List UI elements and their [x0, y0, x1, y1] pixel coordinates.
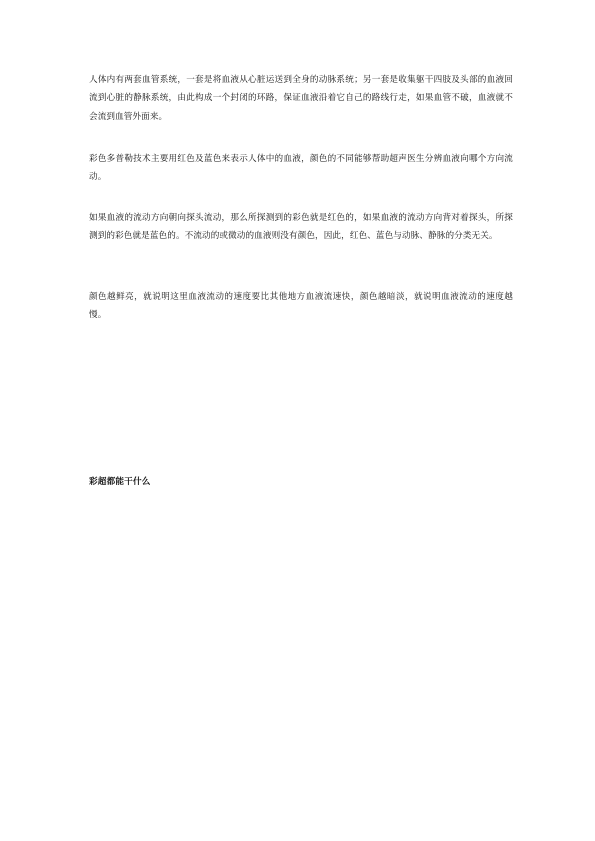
- paragraph-flow-direction-colors: 如果血液的流动方向朝向探头流动，那么所探测到的彩色就是红色的，如果血液的流动方向背对着探头，所探测到的彩色就是蓝色的。不流动的或微动的血液则没有颜色，因此，红色、蓝色与动脉、静脉的分类无关。: [89, 213, 513, 242]
- paragraph-blood-vessel-systems: 人体内有两套血管系统，一套是将血液从心脏运送到全身的动脉系统；另一套是收集躯干四肢及头部的血液回流到心脏的静脉系统，由此构成一个封闭的环路，保证血液沿着它自己的路线行走，如果血管不破，血液就不会流到血管外面来。: [89, 75, 513, 122]
- paragraph-color-brightness-speed: 颜色越鲜亮，就说明这里血液流动的速度要比其他地方血液流速快，颜色越暗淡，就说明血液流动的速度越慢。: [89, 292, 513, 321]
- paragraph-color-doppler-intro: 彩色多普勒技术主要用红色及蓝色来表示人体中的血液，颜色的不同能够帮助超声医生分辨血液向哪个方向流动。: [89, 154, 513, 183]
- section-heading: 彩超都能干什么: [89, 477, 151, 487]
